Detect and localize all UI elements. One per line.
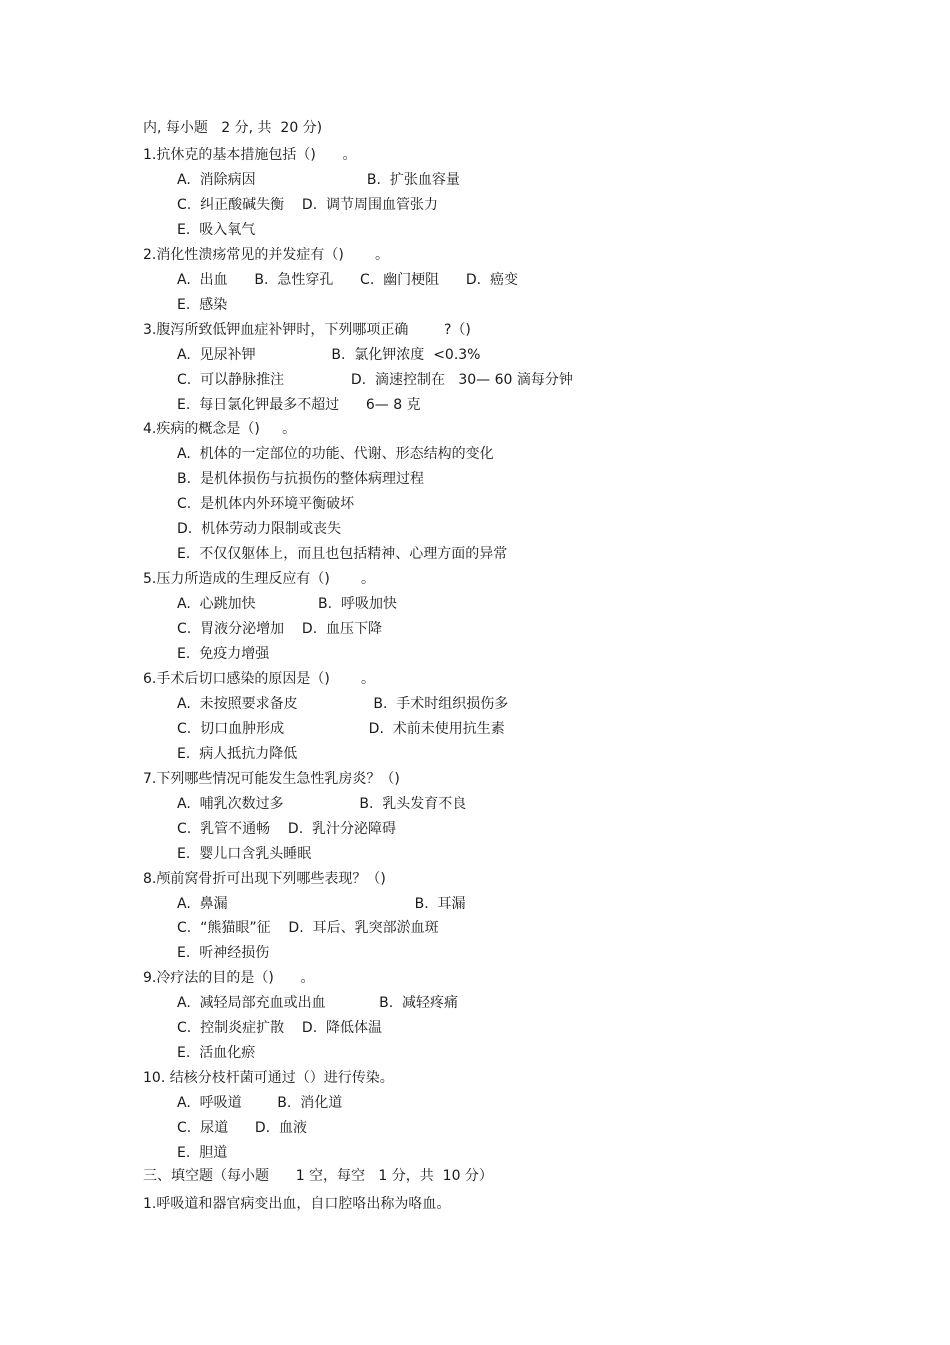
- question-8-options-row: C. “熊猫眼”征 D. 耳后、乳突部淤血斑: [177, 920, 439, 936]
- question-10-options-row: C. 尿道 D. 血液: [177, 1120, 307, 1136]
- question-6-options-row: C. 切口血肿形成 D. 术前未使用抗生素: [177, 721, 505, 737]
- question-stem-8: 8.颅前窝骨折可出现下列哪些表现？（): [143, 871, 386, 887]
- question-4-options-row: A. 机体的一定部位的功能、代谢、形态结构的变化: [177, 446, 494, 462]
- question-1-options-row: C. 纠正酸碱失衡 D. 调节周围血管张力: [177, 197, 439, 213]
- question-10-options-row: E. 胆道: [177, 1145, 228, 1161]
- question-6-options-row: E. 病人抵抗力降低: [177, 746, 298, 762]
- question-9-options-row: E. 活血化瘀: [177, 1045, 256, 1061]
- question-2-options-row: A. 出血 B. 急性穿孔 C. 幽门梗阻 D. 癌变: [177, 272, 518, 288]
- question-stem-3: 3.腹泻所致低钾血症补钾时，下列哪项正确 ?（): [143, 322, 471, 338]
- question-stem-5: 5.压力所造成的生理反应有（) 。: [143, 571, 375, 587]
- question-stem-10: 10. 结核分枝杆菌可通过（）进行传染。: [143, 1070, 394, 1086]
- question-8-options-row: E. 听神经损伤: [177, 945, 270, 961]
- section-3-header: 三、填空题（每小题 1 空，每空 1 分，共 10 分）: [143, 1168, 493, 1184]
- question-stem-6: 6.手术后切口感染的原因是（) 。: [143, 671, 375, 687]
- question-7-options-row: E. 婴儿口含乳头睡眠: [177, 846, 312, 862]
- question-3-options-row: E. 每日氯化钾最多不超过 6— 8 克: [177, 397, 421, 413]
- question-5-options-row: A. 心跳加快 B. 呼吸加快: [177, 596, 397, 612]
- question-4-options-row: B. 是机体损伤与抗损伤的整体病理过程: [177, 471, 424, 487]
- question-6-options-row: A. 未按照要求备皮 B. 手术时组织损伤多: [177, 696, 509, 712]
- question-5-options-row: E. 免疫力增强: [177, 646, 270, 662]
- question-4-options-row: D. 机体劳动力限制或丧失: [177, 521, 342, 537]
- question-3-options-row: C. 可以静脉推注 D. 滴速控制在 30— 60 滴每分钟: [177, 372, 573, 388]
- question-stem-7: 7.下列哪些情况可能发生急性乳房炎？（): [143, 771, 400, 787]
- question-7-options-row: A. 哺乳次数过多 B. 乳头发育不良: [177, 796, 467, 812]
- question-4-options-row: C. 是机体内外环境平衡破坏: [177, 496, 355, 512]
- question-stem-2: 2.消化性溃疡常见的并发症有（) 。: [143, 247, 389, 263]
- question-stem-4: 4.疾病的概念是（) 。: [143, 421, 297, 437]
- fill-blank-question-1: 1.呼吸道和器官病变出血，自口腔咯出称为咯血。: [143, 1196, 451, 1212]
- question-stem-1: 1.抗休克的基本措施包括（) 。: [143, 147, 357, 163]
- question-10-options-row: A. 呼吸道 B. 消化道: [177, 1095, 343, 1111]
- question-5-options-row: C. 胃液分泌增加 D. 血压下降: [177, 621, 383, 637]
- question-1-options-row: E. 吸入氧气: [177, 222, 256, 238]
- question-4-options-row: E. 不仅仅躯体上，而且也包括精神、心理方面的异常: [177, 546, 508, 562]
- question-8-options-row: A. 鼻漏 B. 耳漏: [177, 896, 466, 912]
- section-header-tail: 内, 每小题 2 分, 共 20 分): [143, 120, 323, 136]
- question-1-options-row: A. 消除病因 B. 扩张血容量: [177, 172, 460, 188]
- question-3-options-row: A. 见尿补钾 B. 氯化钾浓度 <0.3%: [177, 347, 481, 363]
- question-9-options-row: A. 减轻局部充血或出血 B. 减轻疼痛: [177, 995, 459, 1011]
- question-9-options-row: C. 控制炎症扩散 D. 降低体温: [177, 1020, 383, 1036]
- question-stem-9: 9.冷疗法的目的是（) 。: [143, 970, 315, 986]
- question-2-options-row: E. 感染: [177, 297, 228, 313]
- question-7-options-row: C. 乳管不通畅 D. 乳汁分泌障碍: [177, 821, 397, 837]
